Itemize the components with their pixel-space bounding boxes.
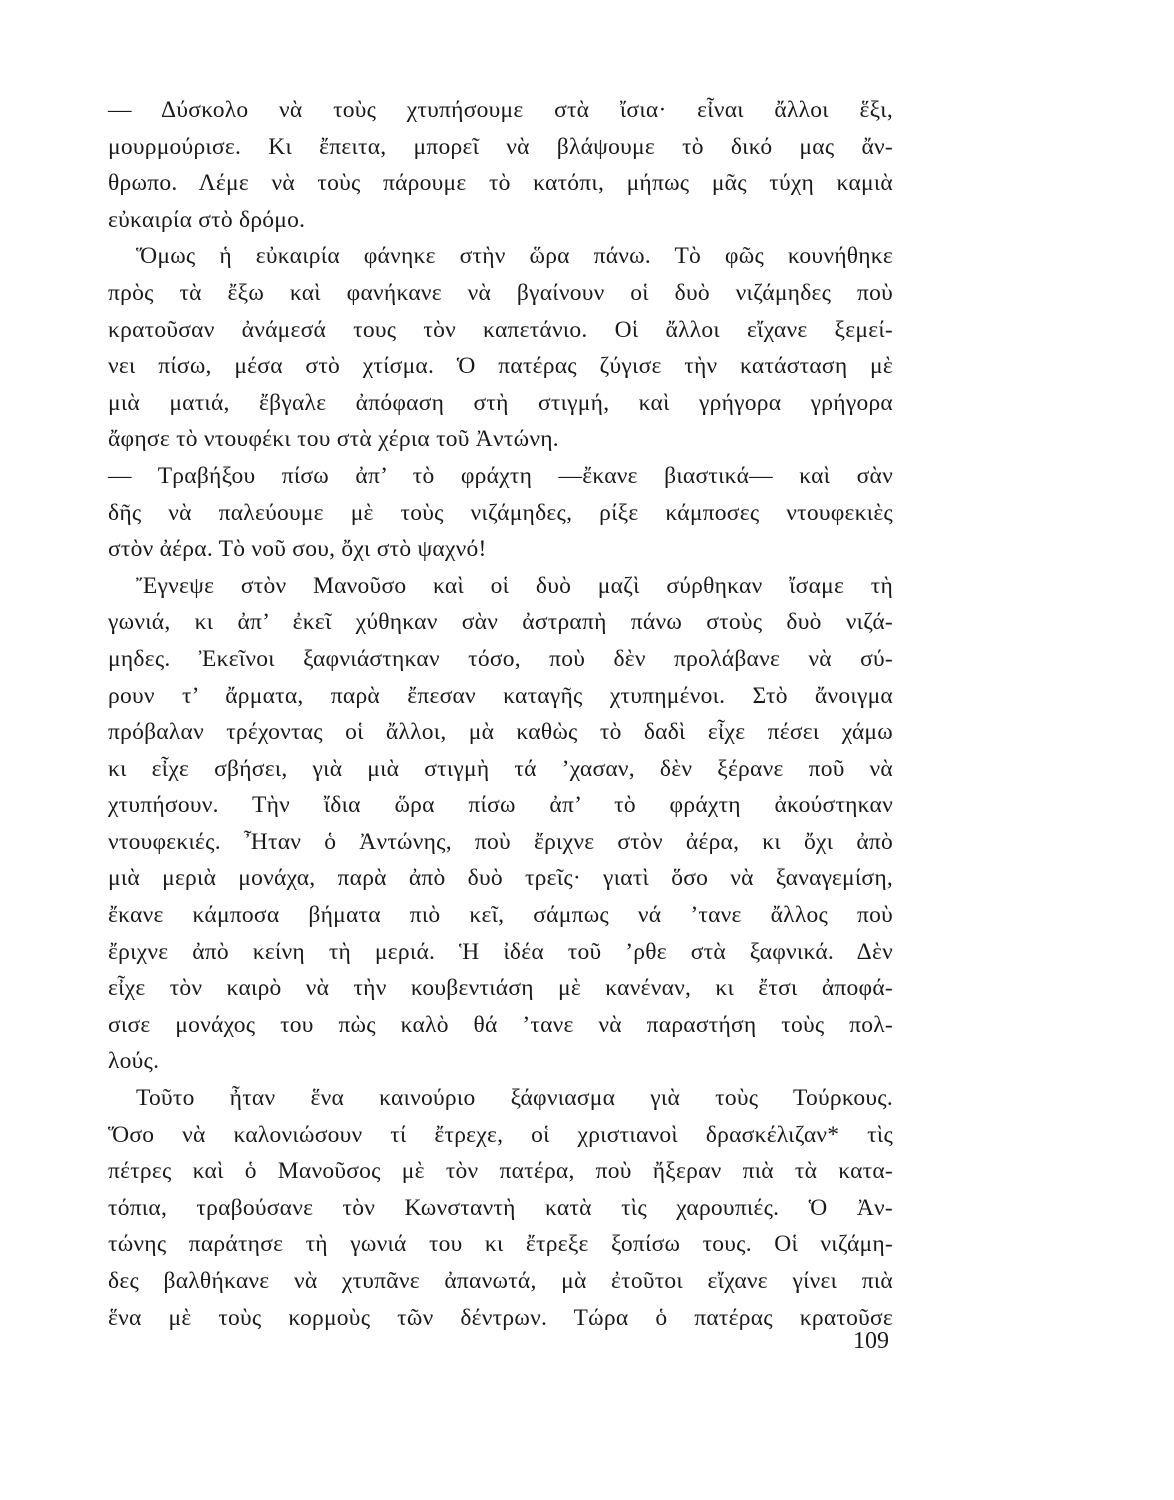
text-line: δες βαλθήκανε νὰ χτυπᾶνε ἀπανωτά, μὰ ἐτοῦτοι εἴχανε γίνει πιὰ [108, 1268, 893, 1294]
text-line: λούς. [108, 1048, 160, 1075]
text-line: μιὰ ματιά, ἔβγαλε ἀπόφαση στὴ στιγμή, καὶ γρήγορα γρήγορα [108, 389, 893, 416]
page-number: 109 [853, 1328, 889, 1354]
text-line: νει πίσω, μέσα στὸ χτίσμα. Ὁ πατέρας ζύγισε τὴν κατάσταση μὲ [108, 353, 893, 380]
text-line: κρατοῦσαν ἀνάμεσά τους τὸν καπετάνιο. Οἱ ἄλλοι εἴχανε ξεμεί- [108, 316, 893, 343]
text-line: Ἔγνεψε στὸν Μανοῦσο καὶ οἱ δυὸ μαζὶ σύρθηκαν ἴσαμε τὴ [136, 572, 893, 599]
text-line: τόπια, τραβούσανε τὸν Κωνσταντὴ κατὰ τὶς χαρουπιές. Ὁ Ἀν- [108, 1194, 893, 1221]
text-line: τώνης παράτησε τὴ γωνιά του κι ἔτρεξε ξοπίσω τους. Οἱ νιζάμη- [108, 1231, 893, 1258]
text-line: μουρμούρισε. Κι ἔπειτα, μπορεῖ νὰ βλάψουμε τὸ δικό μας ἄν- [108, 133, 893, 160]
text-line: Τοῦτο ἦταν ἕνα καινούριο ξάφνιασμα γιὰ τοὺς Τούρκους. [136, 1085, 893, 1112]
text-line: σισε μονάχος του πὼς καλὸ θά ’τανε νὰ παραστήση τοὺς πολ- [108, 1011, 893, 1038]
text-line: χτυπήσουν. Τὴν ἴδια ὥρα πίσω ἀπ’ τὸ φράχτη ἀκούστηκαν [108, 792, 893, 819]
text-line: στὸν ἀέρα. Τὸ νοῦ σου, ὄχι στὸ ψαχνό! [108, 536, 487, 563]
text-line: Ὅσο νὰ καλονιώσουν τί ἔτρεχε, οἱ χριστιανοὶ δρασκέλιζαν* τὶς [108, 1121, 893, 1148]
text-line: ντουφεκιές. Ἦταν ὁ Ἀντώνης, ποὺ ἔριχνε στὸν ἀέρα, κι ὄχι ἀπὸ [108, 828, 893, 855]
text-line: ἔριχνε ἀπὸ κείνη τὴ μεριά. Ἡ ἰδέα τοῦ ’ρθε στὰ ξαφνικά. Δὲν [108, 938, 893, 965]
text-line: πρὸς τὰ ἔξω καὶ φανήκανε νὰ βγαίνουν οἱ δυὸ νιζάμηδες ποὺ [108, 279, 893, 306]
text-line: ἔκανε κάμποσα βήματα πιὸ κεῖ, σάμπως νά ’τανε ἄλλος ποὺ [108, 902, 893, 929]
text-line: ρουν τ’ ἄρματα, παρὰ ἔπεσαν καταγῆς χτυπημένοι. Στὸ ἄνοιγμα [108, 682, 893, 709]
text-line: ἄφησε τὸ ντουφέκι του στὰ χέρια τοῦ Ἀντώνη. [108, 426, 559, 453]
text-line: δῆς νὰ παλεύουμε μὲ τοὺς νιζάμηδες, ρίξε κάμποσες ντουφεκιὲς [108, 499, 893, 526]
text-line: θρωπο. Λέμε νὰ τοὺς πάρουμε τὸ κατόπι, μήπως μᾶς τύχη καμιὰ [108, 170, 893, 197]
text-line: εἶχε τὸν καιρὸ νὰ τὴν κουβεντιάση μὲ κανέναν, κι ἔτσι ἀποφά- [108, 975, 893, 1002]
text-line: ἕνα μὲ τοὺς κορμοὺς τῶν δέντρων. Τώρα ὁ πατέρας κρατοῦσε [108, 1304, 893, 1331]
text-line: μιὰ μεριὰ μονάχα, παρὰ ἀπὸ δυὸ τρεῖς· γιατὶ ὅσο νὰ ξαναγεμίση, [108, 865, 893, 892]
text-line: γωνιά, κι ἀπ’ ἐκεῖ χύθηκαν σὰν ἀστραπὴ πάνω στοὺς δυὸ νιζά- [108, 609, 893, 636]
page-body [108, 92, 893, 1336]
text-line: κι εἶχε σβήσει, γιὰ μιὰ στιγμὴ τά ’χασαν, δὲν ξέρανε ποῦ νὰ [108, 755, 893, 782]
text-line: — Δύσκολο νὰ τοὺς χτυπήσουμε στὰ ἴσια· εἶναι ἄλλοι ἕξι, [108, 97, 893, 123]
text-line: — Τραβήξου πίσω ἀπ’ τὸ φράχτη —ἔκανε βιαστικά— καὶ σὰν [108, 462, 893, 489]
text-line: πρόβαλαν τρέχοντας οἱ ἄλλοι, μὰ καθὼς τὸ δαδὶ εἶχε πέσει χάμω [108, 719, 893, 746]
text-line: εὐκαιρία στὸ δρόμο. [108, 206, 306, 233]
text-line: πέτρες καὶ ὁ Μανοῦσος μὲ τὸν πατέρα, ποὺ ἤξεραν πιὰ τὰ κατα- [108, 1158, 893, 1185]
text-line: μηδες. Ἐκεῖνοι ξαφνιάστηκαν τόσο, ποὺ δὲν προλάβανε νὰ σύ- [108, 645, 893, 672]
text-line: Ὅμως ἡ εὐκαιρία φάνηκε στὴν ὥρα πάνω. Τὸ φῶς κουνήθηκε [136, 243, 893, 270]
